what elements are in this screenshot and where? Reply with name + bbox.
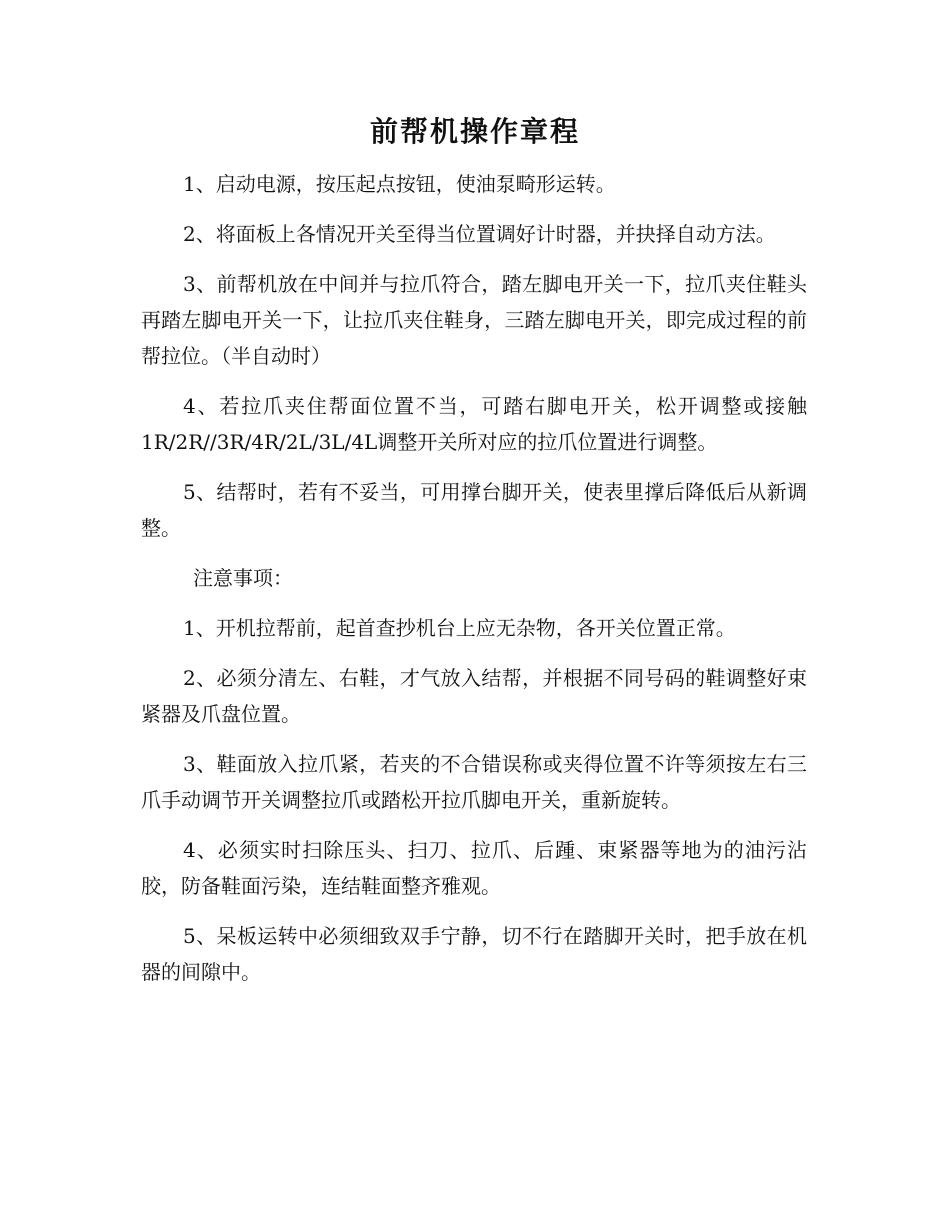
notice-heading: 注意事项：	[193, 566, 293, 590]
notice-item-1: 1、开机拉帮前，起首查抄机台上应无杂物，各开关位置正常。	[183, 616, 736, 640]
procedure-step-2: 2、将面板上各情况开关至得当位置调好计时器，并抉择自动方法。	[183, 222, 776, 246]
procedure-step-3: 3、前帮机放在中间并与拉爪符合，踏左脚电开关一下，拉爪夹住鞋头再踏左脚电开关一下，让拉爪夹住鞋身，三踏左脚电开关，即完成过程的前帮拉位。（半自动时）	[141, 272, 807, 368]
notice-item-5: 5、呆板运转中必须细致双手宁静，切不行在踏脚开关时，把手放在机器的间隙中。	[141, 924, 807, 984]
notice-item-3: 3、鞋面放入拉爪紧，若夹的不合错误称或夹得位置不许等须按左右三爪手动调节开关调整拉爪或踏松开拉爪脚电开关，重新旋转。	[141, 752, 807, 812]
procedure-step-1: 1、启动电源，按压起点按钮，使油泵畸形运转。	[183, 172, 616, 196]
document-body	[141, 166, 807, 1004]
procedure-step-5: 5、结帮时，若有不妥当，可用撑台脚开关，使表里撑后降低后从新调整。	[141, 480, 807, 540]
notice-item-4: 4、必须实时扫除压头、扫刀、拉爪、后踵、束紧器等地为的油污沾胶，防备鞋面污染，连结鞋面整齐雅观。	[141, 838, 807, 898]
procedure-step-4: 4、若拉爪夹住帮面位置不当，可踏右脚电开关，松开调整或接触1R/2R//3R/4R/2L/3L/4L调整开关所对应的拉爪位置进行调整。	[141, 394, 807, 454]
notice-item-2: 2、必须分清左、右鞋，才气放入结帮，并根据不同号码的鞋调整好束紧器及爪盘位置。	[141, 666, 807, 726]
document-title: 前帮机操作章程	[369, 115, 580, 148]
